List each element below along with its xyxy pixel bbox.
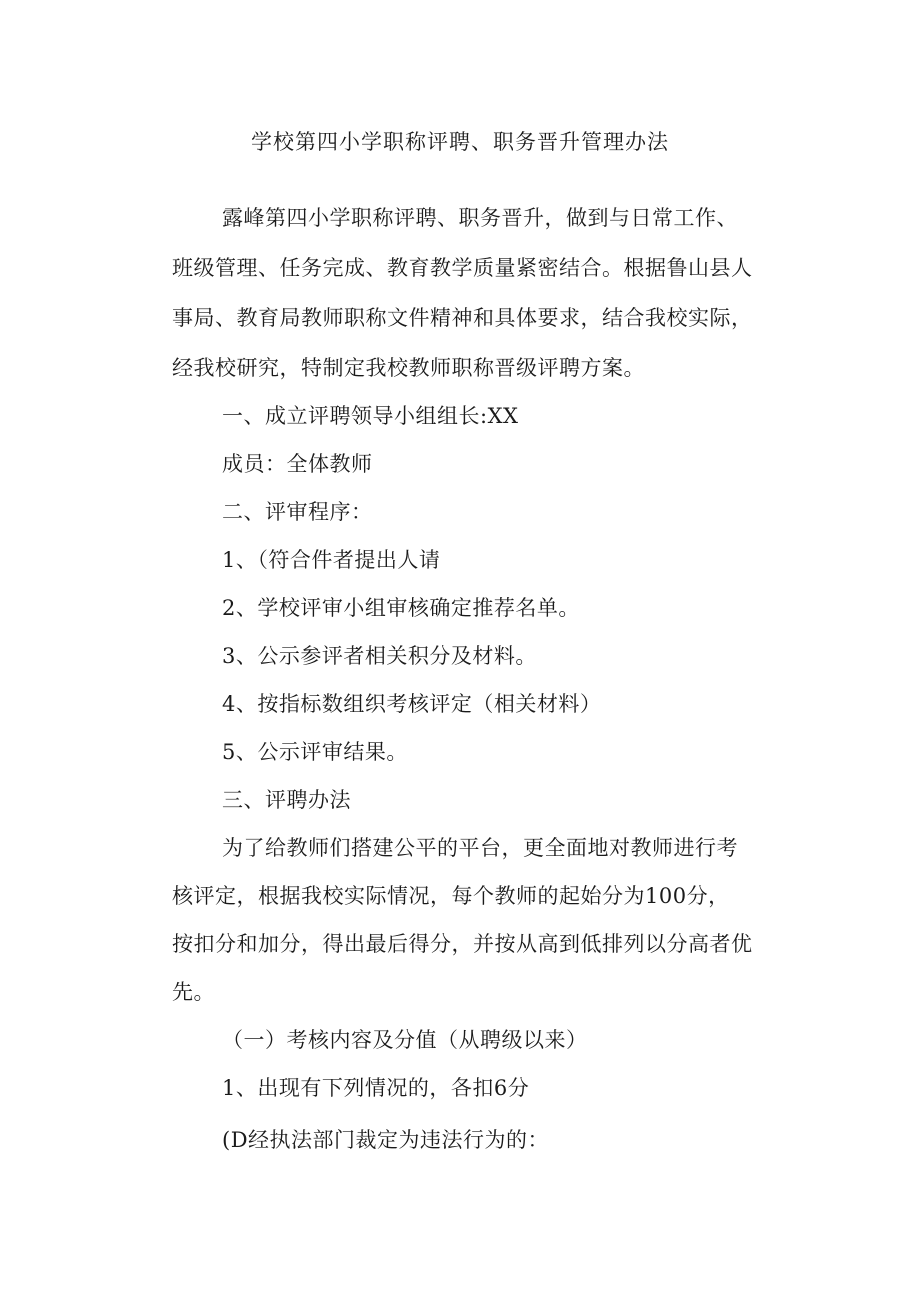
- section2-heading: 二、评审程序：: [222, 500, 373, 524]
- section3-paragraph-line-1: 为了给教师们搭建公平的平台，更全面地对教师进行考: [222, 836, 738, 860]
- section3-paragraph-line-3: 按扣分和加分，得出最后得分，并按从高到低排列以分高者优: [172, 932, 753, 956]
- section1-members: 成员：全体教师: [222, 452, 373, 476]
- step-1: 1、（符合件者提出人请: [222, 548, 441, 572]
- section3-paragraph-line-2: 核评定，根据我校实际情况，每个教师的起始分为100分，: [172, 884, 730, 908]
- sub-heading-assessment: （一）考核内容及分值（从聘级以来）: [222, 1028, 588, 1052]
- intro-line-1: 露峰第四小学职称评聘、职务晋升，做到与日常工作、: [222, 206, 738, 230]
- item-1-sub: (D经执法部门裁定为违法行为的：: [222, 1128, 550, 1152]
- intro-line-2: 班级管理、任务完成、教育教学质量紧密结合。根据鲁山县人: [172, 256, 753, 280]
- section1-heading: 一、成立评聘领导小组组长:XX: [222, 404, 519, 428]
- step-5: 5、公示评审结果。: [222, 740, 408, 764]
- intro-line-4: 经我校研究，特制定我校教师职称晋级评聘方案。: [172, 356, 645, 380]
- step-2: 2、学校评审小组审核确定推荐名单。: [222, 596, 580, 620]
- item-1: 1、出现有下列情况的，各扣6分: [222, 1076, 530, 1100]
- intro-line-3: 事局、教育局教师职称文件精神和具体要求，结合我校实际，: [172, 306, 753, 330]
- section3-heading: 三、评聘办法: [222, 788, 351, 812]
- document-title: 学校第四小学职称评聘、职务晋升管理办法: [251, 130, 669, 154]
- step-3: 3、公示参评者相关积分及材料。: [222, 644, 537, 668]
- section3-paragraph-line-4: 先。: [172, 980, 215, 1004]
- step-4: 4、按指标数组织考核评定（相关材料）: [222, 692, 602, 716]
